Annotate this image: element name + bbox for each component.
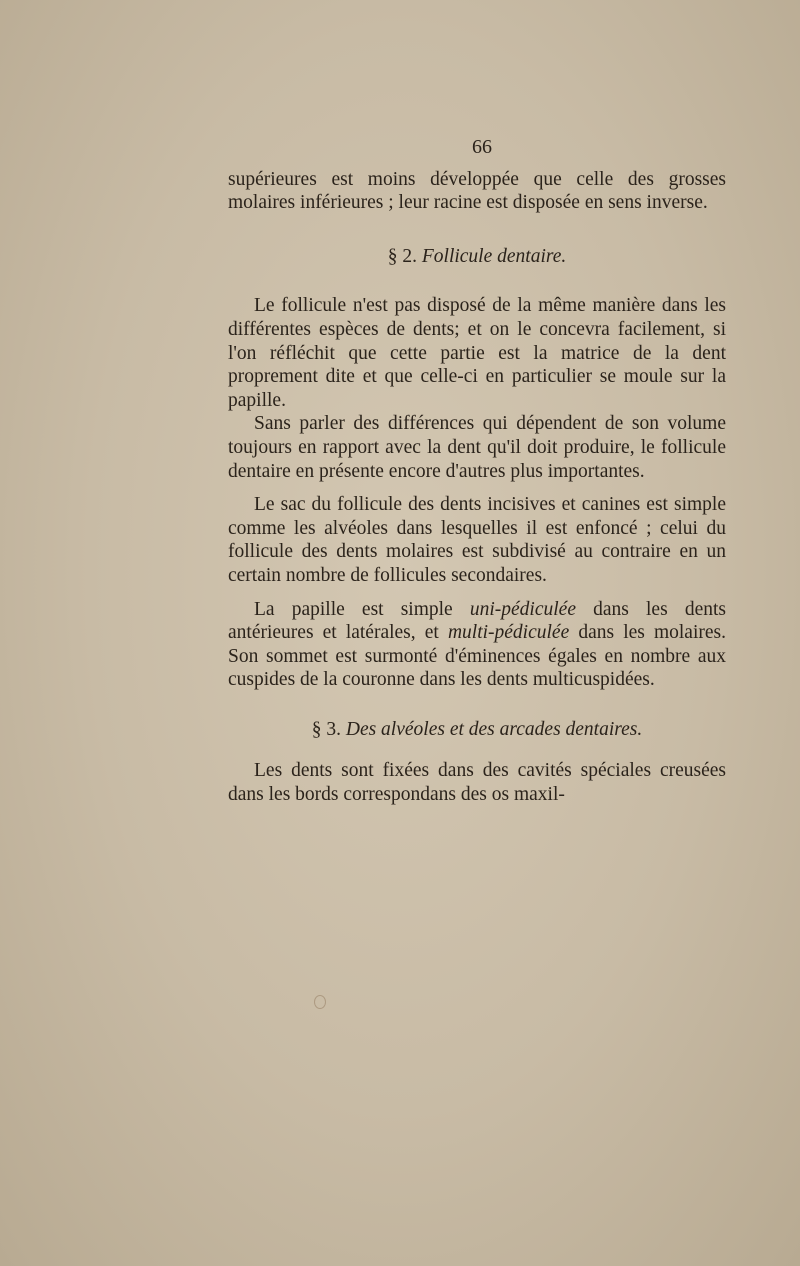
paper-stain: [314, 995, 326, 1009]
section-heading-3: [228, 718, 726, 742]
term-uni-pediculee: uni-pédiculée: [469, 598, 576, 620]
section-number: § 2.: [387, 245, 417, 267]
page-number: 66: [472, 136, 492, 158]
section-heading-2: [228, 245, 726, 269]
section-number: § 3.: [311, 718, 341, 740]
book-page: [228, 136, 726, 807]
paragraph-alveoles: Les dents sont fixées dans des cavités spéciales creusées dans les bords correspondans des os maxil-: [228, 760, 726, 806]
term-multi-pediculee: multi-pédiculée: [447, 622, 570, 644]
intro-paragraph: supérieures est moins développée que celle des grosses molaires inférieures ; leur racine est disposée en sens inverse.: [228, 168, 726, 214]
paragraph-sac: Le sac du follicule des dents incisives et canines est simple comme les alvéoles dans lesquelles il est enfoncé ; celui du follicule des dents molaires est subdivisé au contraire en un certain nombre de follicules secondaires.: [228, 494, 726, 586]
section-title: Follicule dentaire.: [421, 245, 567, 267]
paragraph-papille: La papille est simple uni-pédiculée dans les dents antérieures et latérales, et multi-pédiculée dans les molaires. Son sommet est surmonté d'éminences égales en nombre aux cuspides de la couronne dans les dents multicuspidées.: [228, 598, 726, 691]
section-title: Des alvéoles et des arcades dentaires.: [345, 718, 643, 740]
paragraph-differences: Sans parler des différences qui dépendent de son volume toujours en rapport avec la dent qu'il doit produire, le follicule dentaire en présente encore d'autres plus importantes.: [228, 413, 726, 482]
paragraph-follicule: Le follicule n'est pas disposé de la même manière dans les différentes espèces de dents; et on le concevra facilement, si l'on réfléchit que cette partie est la matrice de la dent proprement dite et que celle-ci en particulier se moule sur la papille.: [228, 295, 726, 411]
